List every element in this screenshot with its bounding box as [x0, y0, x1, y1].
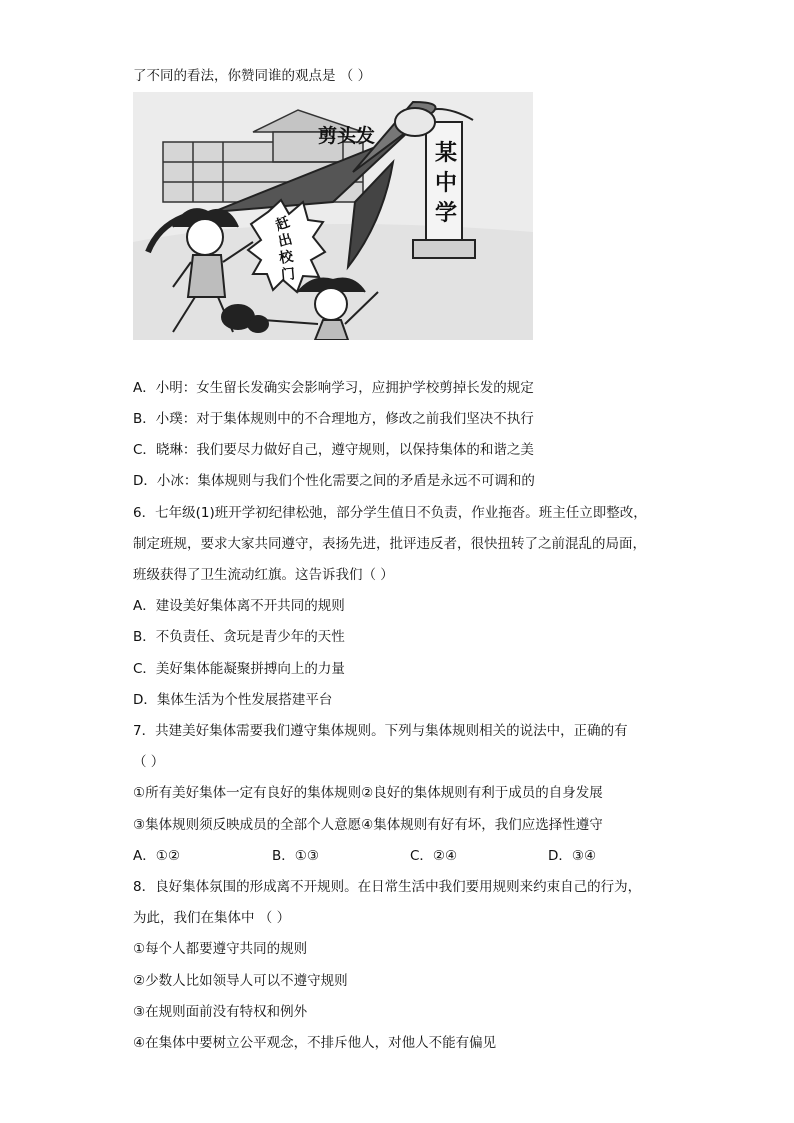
q5-option-a: A．小明：女生留长发确实会影响学习，应拥护学校剪掉长发的规定 [133, 380, 534, 396]
q7-statements-line-2: ③集体规则须反映成员的全部个人意愿④集体规则有好有坏，我们应选择性遵守 [133, 817, 603, 833]
q5-option-c: C．晓琳：我们要尽力做好自己，遵守规则，以保持集体的和谐之美 [133, 442, 534, 458]
q7-stem-line-2: （ ） [133, 754, 165, 770]
q8-stem-line-2: 为此，我们在集体中 （ ） [133, 910, 291, 926]
q7-option-c: C．②④ [410, 848, 458, 864]
question-intro: 了不同的看法，你赞同谁的观点是 （ ） [133, 68, 372, 84]
q6-option-a: A．建设美好集体离不开共同的规则 [133, 598, 345, 614]
q7-option-a: A．①② [133, 848, 180, 864]
q7-statements-line-1: ①所有美好集体一定有良好的集体规则②良好的集体规则有利于成员的自身发展 [133, 785, 603, 801]
school-sign-char-3: 学 [435, 201, 458, 226]
bubble-char-2: 出 [276, 231, 295, 251]
q8-statement-2: ②少数人比如领导人可以不遵守规则 [133, 973, 348, 989]
q6-stem-line-3: 班级获得了卫生流动红旗。这告诉我们（ ） [133, 567, 394, 583]
school-sign-char-2: 中 [435, 171, 458, 196]
q6-option-c: C．美好集体能凝聚拼搏向上的力量 [133, 661, 345, 677]
banner-label: 剪头发 [318, 125, 376, 147]
q6-option-d: D．集体生活为个性发展搭建平台 [133, 692, 333, 708]
q6-stem-line-2: 制定班规，要求大家共同遵守，表扬先进，批评违反者，很快扭转了之前混乱的局面， [133, 536, 646, 552]
bubble-char-3: 校 [277, 248, 295, 267]
bubble-char-4: 门 [280, 266, 296, 284]
q7-option-d: D．③④ [548, 848, 597, 864]
q8-statement-3: ③在规则面前没有特权和例外 [133, 1004, 308, 1020]
q8-stem-line-1: 8．良好集体氛围的形成离不开规则。在日常生活中我们要用规则来约束自己的行为， [133, 879, 642, 895]
cartoon-illustration [133, 92, 533, 340]
q5-option-d: D．小冰：集体规则与我们个性化需要之间的矛盾是永远不可调和的 [133, 473, 535, 489]
q5-option-b: B．小璞：对于集体规则中的不合理地方，修改之前我们坚决不执行 [133, 411, 534, 427]
bubble-char-1: 赶 [273, 214, 293, 235]
q8-statement-4: ④在集体中要树立公平观念，不排斥他人，对他人不能有偏见 [133, 1035, 497, 1051]
q8-statement-1: ①每个人都要遵守共同的规则 [133, 941, 308, 957]
school-sign-char-1: 某 [435, 141, 458, 166]
q7-option-b: B．①③ [272, 848, 319, 864]
q7-stem-line-1: 7．共建美好集体需要我们遵守集体规则。下列与集体规则相关的说法中，正确的有 [133, 723, 628, 739]
q6-stem-line-1: 6．七年级(1)班开学初纪律松弛，部分学生值日不负责，作业拖沓。班主任立即整改， [133, 505, 647, 521]
q6-option-b: B．不负责任、贪玩是青少年的天性 [133, 629, 345, 645]
